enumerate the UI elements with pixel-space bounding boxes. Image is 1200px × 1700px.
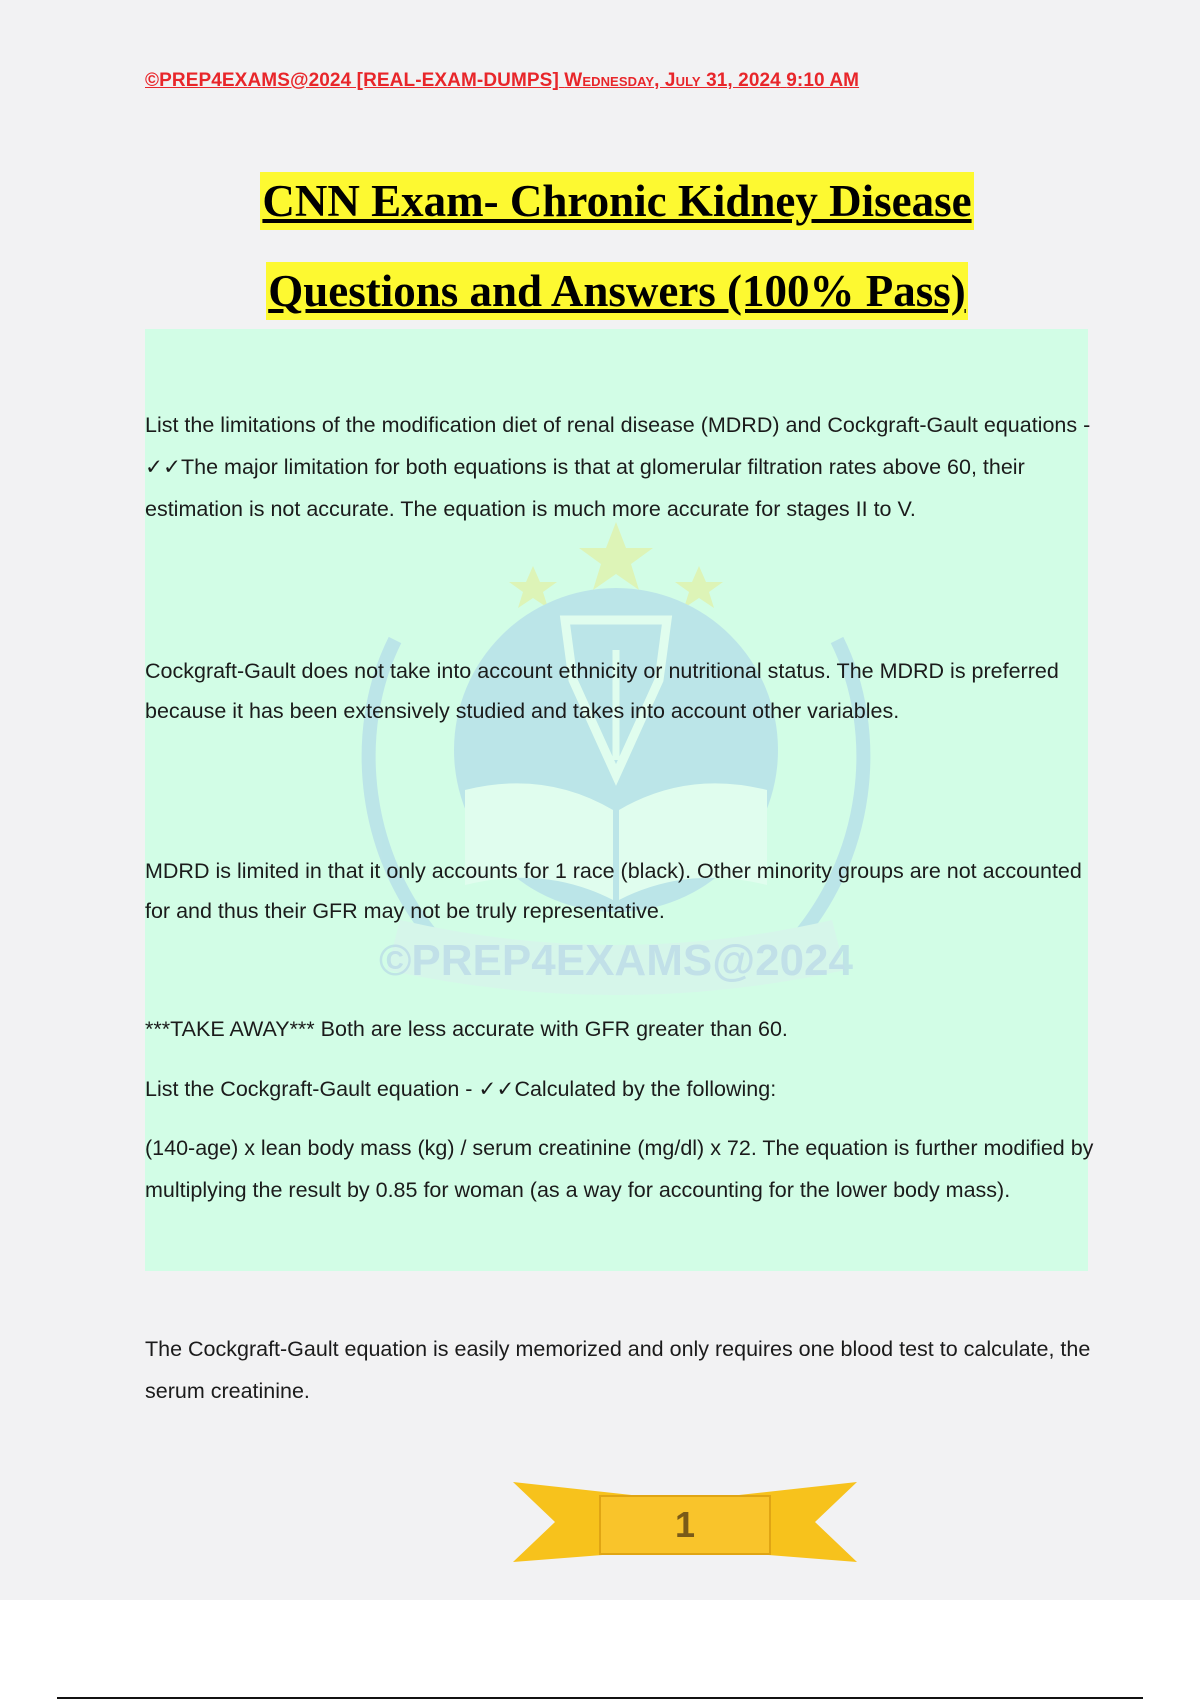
paragraph-2: Cockgraft-Gault does not take into account ethnicity or nutritional status. The MDRD is preferred because it has been extensively studied and takes into account other variables. xyxy=(145,659,1059,723)
header-date: Wednesday, July 31, 2024 xyxy=(564,70,781,91)
header-time: 9:10 AM xyxy=(786,70,860,91)
page-number: 1 xyxy=(674,1504,696,1545)
document-title xyxy=(0,172,1200,352)
header-brand: ©PREP4EXAMS@2024 [REAL-EXAM-DUMPS] xyxy=(145,70,559,91)
paragraph-summary: The Cockgraft-Gault equation is easily memorized and only requires one blood test to calculate, the serum creatinine. xyxy=(145,1337,1091,1403)
watermark-text: ©PREP4EXAMS@2024 xyxy=(379,936,853,985)
title-line-1: CNN Exam- Chronic Kidney Disease xyxy=(260,172,973,230)
paragraph-equation: (140-age) x lean body mass (kg) / serum creatinine (mg/dl) x 72. The equation is further modified by multiplying the result by 0.85 for woman (as a way for accounting for the lower body mass). xyxy=(145,1136,1094,1202)
paragraph-1: List the limitations of the modification diet of renal disease (MDRD) and Cockgraft-Gault equations - ✓✓The major limitation for both equations is that at glomerular filtration rates above 60, their estimation is not accurate. The equation is much more accurate for stages II to V. xyxy=(145,413,1091,521)
paragraph-takeaway: ***TAKE AWAY*** Both are less accurate with GFR greater than 60. xyxy=(145,1017,788,1041)
bottom-rule xyxy=(57,1697,1143,1699)
title-line-2: Questions and Answers (100% Pass) xyxy=(266,262,968,320)
paragraph-3: MDRD is limited in that it only accounts for 1 race (black). Other minority groups are not accounted for and thus their GFR may not be truly representative. xyxy=(145,859,1082,923)
paragraph-equation-question: List the Cockgraft-Gault equation - ✓✓Calculated by the following: xyxy=(145,1077,777,1101)
page-header xyxy=(145,70,1055,92)
